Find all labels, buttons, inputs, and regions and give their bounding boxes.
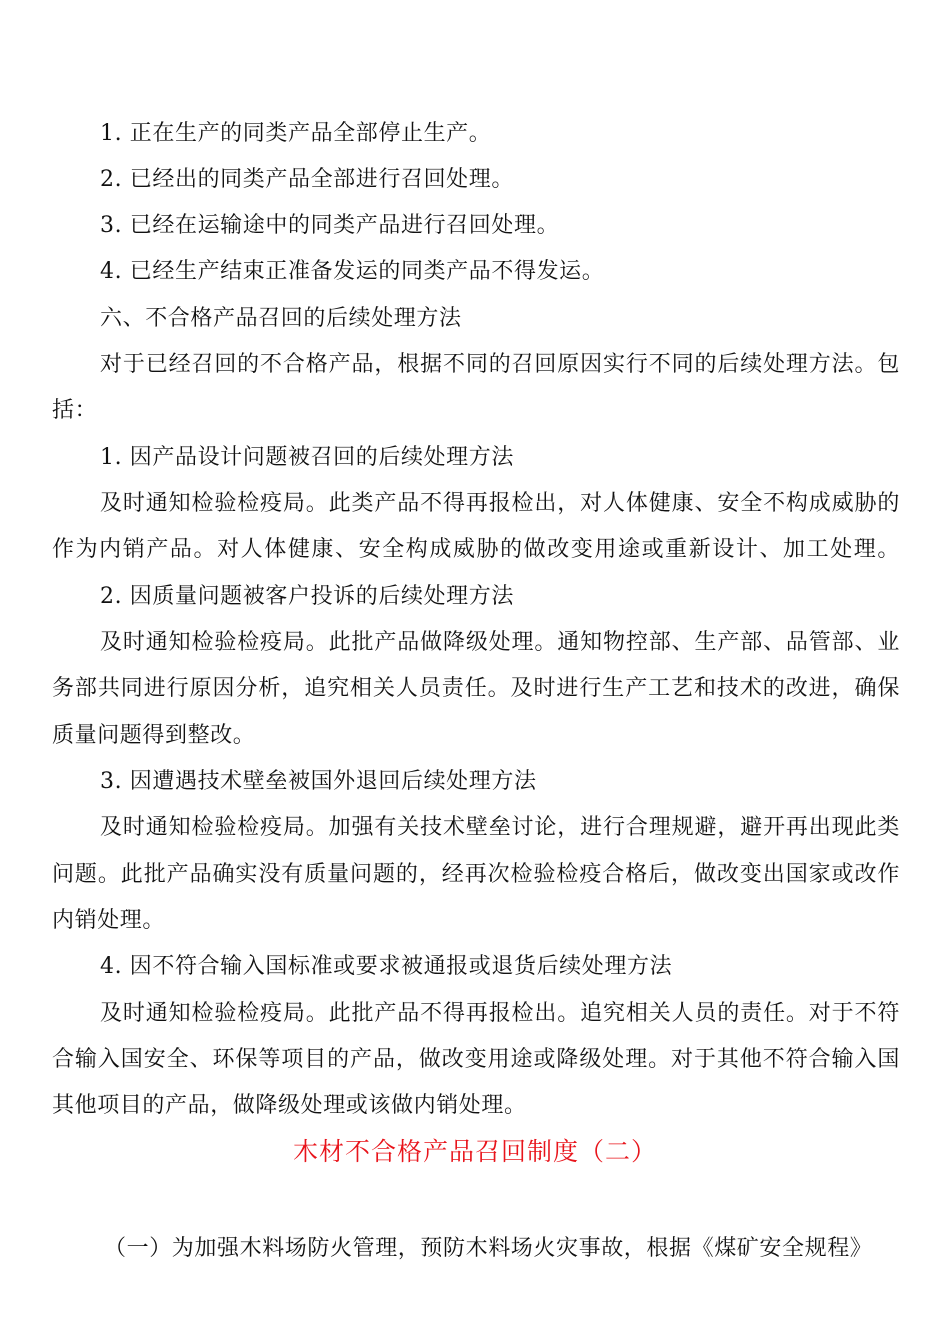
paragraph-line: 及时通知检验检疫局。此类产品不得再报检出，对人体健康、安全不构成威胁的 [100, 491, 900, 516]
subheading-design-issue: 1. 因产品设计问题被召回的后续处理方法 [100, 445, 514, 470]
paragraph-line: 务部共同进行原因分析，追究相关人员责任。及时进行生产工艺和技术的改进，确保 [52, 676, 900, 701]
paragraph-line: 括： [52, 398, 98, 423]
list-item-hold-shipment: 4. 已经生产结束正准备发运的同类产品不得发运。 [100, 259, 605, 284]
paragraph-line: 及时通知检验检疫局。此批产品做降级处理。通知物控部、生产部、品管部、业 [100, 630, 900, 655]
paragraph-line: 其他项目的产品，做降级处理或该做内销处理。 [52, 1093, 527, 1118]
subheading-quality-issue: 2. 因质量问题被客户投诉的后续处理方法 [100, 584, 514, 609]
list-item-recall-in-transit: 3. 已经在运输途中的同类产品进行召回处理。 [100, 213, 560, 238]
subheading-nonconforming-standard: 4. 因不符合输入国标准或要求被通报或退货后续处理方法 [100, 954, 673, 979]
paragraph-line: （一）为加强木料场防火管理，预防木料场火灾事故，根据《煤矿安全规程》 [104, 1236, 873, 1261]
subheading-technical-barrier: 3. 因遭遇技术壁垒被国外退回后续处理方法 [100, 769, 537, 794]
paragraph-line: 问题。此批产品确实没有质量问题的，经再次检验检疫合格后，做改变出国家或改作 [52, 862, 900, 887]
paragraph-line: 及时通知检验检疫局。加强有关技术壁垒讨论，进行合理规避，避开再出现此类 [100, 815, 900, 840]
paragraph-line: 作为内销产品。对人体健康、安全构成威胁的做改变用途或重新设计、加工处理。 [52, 537, 900, 562]
paragraph-line: 内销处理。 [52, 908, 166, 933]
paragraph-line: 对于已经召回的不合格产品，根据不同的召回原因实行不同的后续处理方法。包 [100, 352, 900, 377]
list-item-stop-production: 1. 正在生产的同类产品全部停止生产。 [100, 121, 492, 146]
list-item-recall-shipped: 2. 已经出的同类产品全部进行召回处理。 [100, 167, 514, 192]
paragraph-line: 合输入国安全、环保等项目的产品，做改变用途或降级处理。对于其他不符合输入国 [52, 1047, 900, 1072]
paragraph-line: 及时通知检验检疫局。此批产品不得再报检出。追究相关人员的责任。对于不符 [100, 1001, 900, 1026]
section-heading-six: 六、不合格产品召回的后续处理方法 [100, 306, 462, 331]
section-title: 木材不合格产品召回制度（二） [292, 1137, 657, 1166]
paragraph-line: 质量问题得到整改。 [52, 723, 256, 748]
